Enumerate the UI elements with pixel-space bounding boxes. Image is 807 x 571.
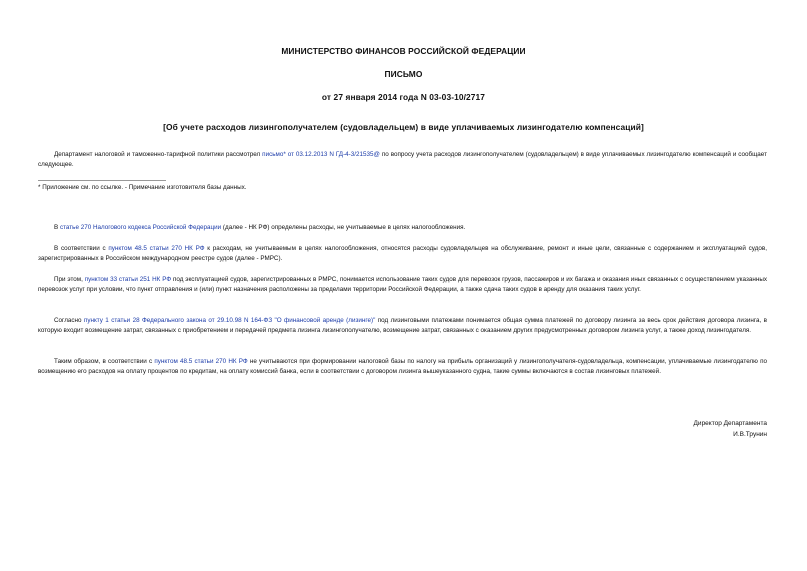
paragraph-2-pre: В соответствии с — [54, 245, 109, 252]
article-270-item-48-5-link-2[interactable]: пунктом 48.5 статьи 270 НК РФ — [154, 358, 248, 365]
ministry-title: МИНИСТЕРСТВО ФИНАНСОВ РОССИЙСКОЙ ФЕДЕРАЦИИ — [281, 46, 526, 56]
paragraph-5 — [38, 357, 767, 376]
article-251-item-33-link[interactable]: пунктом 33 статьи 251 НК РФ — [84, 276, 172, 283]
paragraph-3-post: под эксплуатацией судов, зарегистрированных в РМРС, понимается использование таких судов для перевозок грузов, пассажиров и их багажа и оказания иных связанных с осуществлением указанных перевозок услуг при условии, что пункт отправления и (или) пункт назначения расположены за пределами территории Российской Федерации, а также сдача таких судов в аренду для оказания таких услуг. — [38, 276, 768, 293]
tax-code-article-270-link[interactable]: статье 270 Налогового кодекса Российской Федерации — [59, 224, 222, 231]
paragraph-2 — [38, 244, 767, 263]
article-270-item-48-5-link[interactable]: пунктом 48.5 статьи 270 НК РФ — [108, 245, 205, 252]
document-subject: [Об учете расходов лизингополучателем (судовладельцем) в виде уплачиваемых лизингодателю компенсаций] — [163, 122, 644, 132]
footnote-divider — [38, 180, 166, 181]
paragraph-3-pre: При этом, — [54, 276, 85, 283]
paragraph-1 — [38, 223, 767, 233]
document-date-number: от 27 января 2014 года N 03-03-10/2717 — [321, 92, 486, 102]
intro-letter-link[interactable]: письмо* от 03.12.2013 N ГД-4-3/21535@ — [262, 151, 380, 158]
paragraph-1-pre: В — [54, 224, 60, 231]
paragraph-1-post: (далее - НК РФ) определены расходы, не учитываемые в целях налогообложения. — [221, 224, 466, 231]
signature-position: Директор Департамента — [693, 420, 767, 427]
paragraph-4 — [38, 316, 767, 335]
footnote: * Приложение см. по ссылке. - Примечание изготовителя базы данных. — [38, 184, 247, 191]
paragraph-4-pre: Согласно — [54, 317, 84, 324]
paragraph-5-post: не учитываются при формировании налоговой базы по налогу на прибыль организаций у лизингополучателя-судовладельца, компенсации, уплачиваемые лизингодателю по возмещению его расходов на оплату процентов по кредитам, на оплату комиссий банка, если в соответствии с договором лизинга вышеуказанного судна, такие суммы включаются в состав лизинговых платежей. — [38, 358, 767, 375]
intro-text-after: по вопросу учета расходов лизингополучателем (судовладельцем) в виде уплачиваемых лизингодателю компенсаций и сообщает следующее. — [38, 151, 767, 168]
intro-text-before: Департамент налоговой и таможенно-тарифной политики рассмотрел — [54, 151, 263, 158]
paragraph-2-post: к расходам, не учитываемым в целях налогообложения, относятся расходы судовладельцев на обслуживание, ремонт и иные цели, связанные с содержанием и эксплуатацией судов, зарегистрированных в Российском международном реестре судов (далее - РМРС). — [38, 245, 767, 262]
document-type: ПИСЬМО — [384, 69, 423, 79]
leasing-law-link[interactable]: пункту 1 статьи 28 Федерального закона от 29.10.98 N 164-ФЗ "О финансовой аренде (лизинге)" — [83, 317, 376, 324]
signature-name: И.В.Трунин — [733, 431, 767, 438]
intro-paragraph — [38, 150, 767, 169]
paragraph-4-post: под лизинговыми платежами понимается общая сумма платежей по договору лизинга за весь срок действия договора лизинга, в которую входит возмещение затрат, связанных с приобретением и передачей предмета лизинга лизингополучателю, возмещение затрат, связанных с оказанием других предусмотренных договором лизинга услуг, а также доход лизингодателя. — [38, 317, 767, 334]
paragraph-3 — [38, 275, 767, 294]
paragraph-5-pre: Таким образом, в соответствии с — [54, 358, 155, 365]
